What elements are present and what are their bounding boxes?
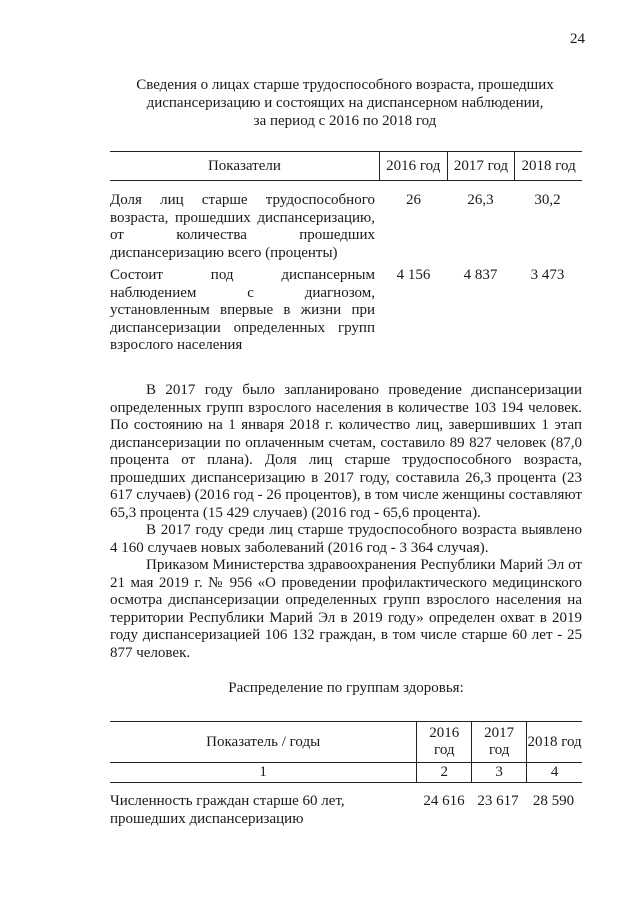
table1-cell-2018: 30,2 [534, 192, 561, 208]
table2-cell-2018: 28 590 [532, 793, 575, 809]
table2-colnum: 3 [471, 763, 526, 782]
table2-header-indicator: Показатель / годы [206, 733, 321, 750]
body-paragraph [110, 382, 582, 522]
table1-row-label: Состоит под диспансерным наблюдением с диагнозом, установленным впервые в жизни при диспансеризации определенных групп взрослого населения [110, 267, 375, 353]
table1-cell-2017: 26,3 [467, 192, 494, 208]
table1-header [110, 151, 582, 181]
title-line: за период с 2016 по 2018 год [253, 113, 437, 129]
table2-column-numbers [110, 763, 582, 783]
page-number: 24 [570, 31, 585, 47]
table1-row [110, 267, 582, 355]
title-line: Сведения о лицах старше трудоспособного возраста, прошедших [136, 77, 554, 93]
paragraph-text: Приказом Министерства здравоохранения Республики Марий Эл от 21 мая 2019 г. № 956 «О проведении профилактического медицинского осмотра диспансеризации определенных групп взрослого населения на территории Республики Марий Эл в 2019 году» определен охват в 2019 году диспансеризацией 106 132 граждан, в том числе старше 60 лет - 25 877 человек. [110, 557, 582, 661]
table1-cell-2018: 3 473 [530, 267, 565, 283]
table2-header-2017: 2017 год [471, 722, 526, 762]
table2-row [110, 793, 582, 828]
body-paragraph [110, 522, 582, 557]
paragraph-text: В 2017 году среди лиц старше трудоспособного возраста выявлено 4 160 случаев новых заболеваний (2016 год - 3 364 случая). [110, 522, 582, 556]
document-title [110, 76, 580, 130]
table1-header-2018: 2018 год [514, 152, 582, 180]
table1-header-2016: 2016 год [379, 152, 447, 180]
table2-cell-2017: 23 617 [477, 793, 519, 809]
table1-cell-2017: 4 837 [463, 267, 498, 283]
table1-cell-2016: 26 [406, 192, 421, 208]
table1-header-2017: 2017 год [447, 152, 515, 180]
body-paragraph [110, 557, 582, 662]
section-subtitle: Распределение по группам здоровья: [228, 680, 464, 696]
table1-row-label: Доля лиц старше трудоспособного возраста, прошедших диспансеризацию, от количества прошедших диспансеризацию всего (проценты) [110, 192, 375, 261]
table2-colnum: 4 [526, 763, 582, 782]
paragraph-text: В 2017 году было запланировано проведение диспансеризации определенных групп взрослого населения в количестве 103 194 человек. По состоянию на 1 января 2018 г. количество лиц, завершивших 1 этап диспансеризации по оплаченным счетам, составило 89 827 человек (87,0 процента от плана). Доля лиц старше трудоспособного возраста, прошедших диспансеризацию в 2017 году, составила 26,3 процента (23 617 случаев) (2016 год - 26 процентов), в том числе женщины составляют 65,3 процента (15 429 случаев) (2016 год - 65,6 процента). [110, 382, 582, 521]
table1-header-indicator: Показатели [207, 157, 281, 174]
table2-header [110, 722, 582, 763]
table1-row [110, 192, 582, 262]
table2-header-2018: 2018 год [526, 722, 582, 762]
table2-cell-2016: 24 616 [423, 793, 465, 809]
table2-header-2016: 2016 год [416, 722, 471, 762]
table2 [110, 721, 582, 783]
table1-cell-2016: 4 156 [396, 267, 431, 283]
title-line: диспансеризацию и состоящих на диспансерном наблюдении, [146, 95, 544, 111]
table2-colnum: 1 [259, 764, 267, 780]
table2-colnum: 2 [416, 763, 471, 782]
table2-row-label: Численность граждан старше 60 лет, прошедших диспансеризацию [110, 793, 345, 827]
